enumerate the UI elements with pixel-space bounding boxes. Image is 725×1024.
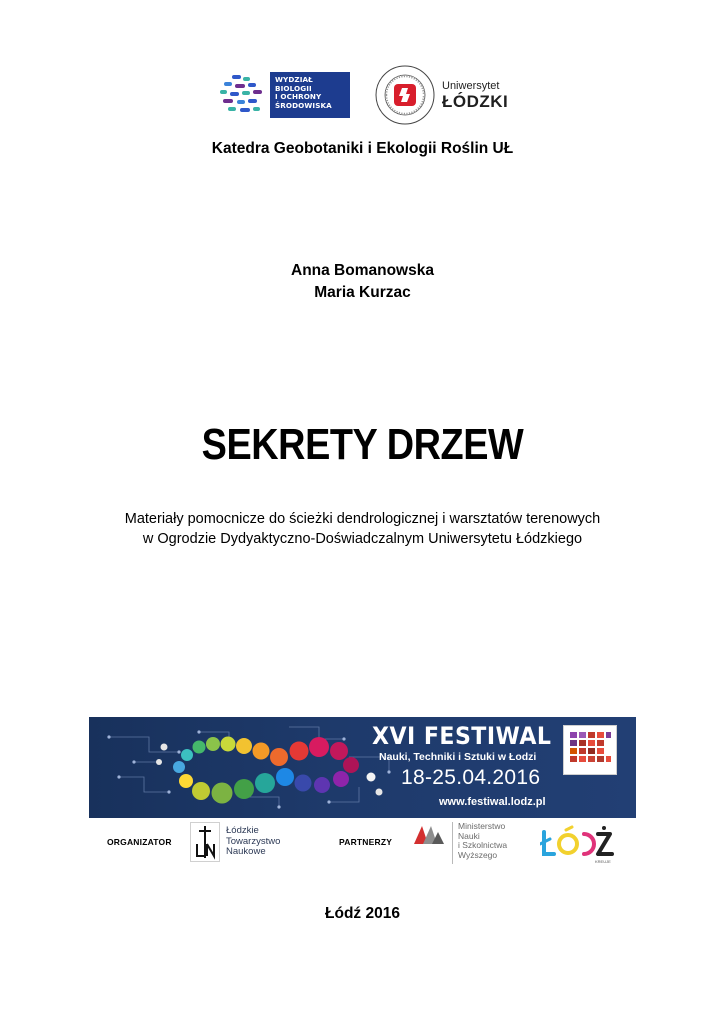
- festival-banner: [89, 717, 636, 818]
- ltn-name: [226, 826, 280, 858]
- university-seal-icon: [374, 64, 436, 126]
- document-subtitle-line: w Ogrodzie Dydyaktyczno-Doświadczalnym Uniwersytetu Łódzkiego: [142, 531, 583, 547]
- festival-url: www.festiwal.lodz.pl: [439, 796, 546, 808]
- partners-label: PARTNERZY: [339, 837, 393, 847]
- ministry-name-line: Wyższego: [458, 849, 498, 860]
- university-name-line2: ŁÓDZKI: [442, 92, 509, 111]
- ministry-name-line: Nauki: [458, 830, 480, 841]
- place-year: Łódź 2016: [325, 905, 400, 922]
- ministry-logo-icon: [414, 824, 446, 844]
- faculty-logo: [218, 72, 350, 118]
- author-name: Anna Bomanowska: [291, 262, 434, 279]
- university-name: [442, 80, 508, 111]
- university-logo: [374, 64, 509, 126]
- document-subtitle-line: Materiały pomocnicze do ścieżki dendrologicznej i warsztatów terenowych: [124, 511, 601, 527]
- festival-circuit-art-icon: [89, 717, 419, 818]
- faculty-name-line: WYDZIAŁ: [275, 75, 313, 84]
- festival-dates: 18-25.04.2016: [401, 766, 541, 789]
- organizer-label: ORGANIZATOR: [107, 837, 172, 847]
- ltn-logo-icon: [190, 822, 220, 862]
- ministry-name-line: Ministerstwo: [458, 821, 506, 831]
- ministry-name-line: i Szkolnictwa: [458, 840, 508, 851]
- department-heading: Katedra Geobotaniki i Ekologii Roślin UŁ: [211, 140, 514, 157]
- ministry-divider: [452, 822, 453, 864]
- festival-logo: [563, 725, 617, 775]
- faculty-dots-icon: [218, 74, 266, 116]
- lodz-city-caption: KREUJE: [595, 859, 611, 864]
- ltn-name-line: Naukowe: [226, 846, 266, 857]
- faculty-name-line: BIOLOGII: [275, 83, 312, 93]
- faculty-name-box: [270, 72, 350, 118]
- faculty-name-line: I OCHRONY: [275, 92, 322, 102]
- ltn-name-line: Towarzystwo: [226, 835, 281, 847]
- faculty-name-line: ŚRODOWISKA: [275, 100, 332, 110]
- ltn-name-line: Łódzkie: [226, 825, 259, 836]
- ministry-name: [458, 822, 507, 860]
- festival-subtitle: Nauki, Techniki i Sztuki w Łodzi: [379, 751, 537, 763]
- document-title: SEKRETY DRZEW: [201, 420, 524, 469]
- lodz-city-logo-icon: [540, 824, 620, 864]
- university-name-line1: Uniwersytet: [442, 80, 500, 92]
- festival-grid-icon: [564, 726, 616, 774]
- author-name: Maria Kurzac: [314, 284, 411, 301]
- festival-title: XVI FESTIWAL: [372, 722, 552, 750]
